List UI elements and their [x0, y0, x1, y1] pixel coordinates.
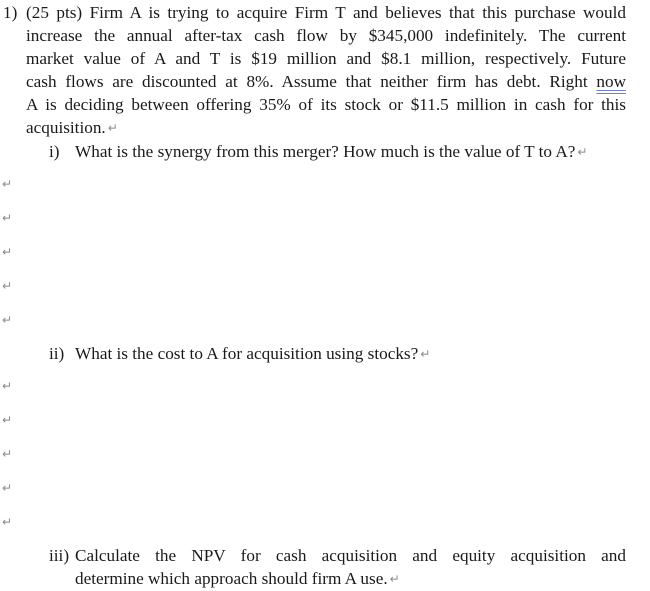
paragraph-mark-icon: ↵: [2, 447, 13, 461]
question-line-4-text: cash flows are discounted at 8%. Assume that neither firm has debt. Right: [26, 72, 588, 91]
sub-question-ii-label: ii): [49, 344, 65, 363]
paragraph-mark-icon: ↵: [2, 379, 13, 393]
paragraph-mark-icon: ↵: [2, 245, 13, 259]
sub-question-i-label: i): [49, 142, 60, 161]
paragraph-mark-icon: ↵: [2, 211, 13, 225]
question-number: 1): [3, 3, 18, 22]
paragraph-mark-icon: ↵: [2, 481, 13, 495]
sub-question-ii-text: What is the cost to A for acquisition using stocks?: [75, 344, 419, 363]
paragraph-mark-icon: ↵: [2, 279, 13, 293]
question-line-6-text: acquisition.: [26, 118, 106, 137]
question-line-2: increase the annual after-tax cash flow by $345,000 indefinitely. The current: [26, 26, 626, 45]
paragraph-mark-icon: ↵: [2, 177, 13, 191]
sub-question-iii-label: iii): [49, 546, 70, 565]
sub-question-i: [49, 140, 587, 164]
question-line-4: [26, 70, 626, 93]
sub-question-ii: [49, 342, 430, 366]
sub-question-iii-line-2: [75, 567, 400, 591]
paragraph-mark-icon: ↵: [577, 145, 588, 159]
paragraph-mark-icon: ↵: [420, 347, 431, 361]
sub-question-iii-line-2-text: determine which approach should firm A use.: [75, 569, 388, 588]
paragraph-mark-icon: ↵: [2, 313, 13, 327]
paragraph-mark-icon: ↵: [107, 121, 118, 135]
sub-question-iii-line-1: Calculate the NPV for cash acquisition and equity acquisition and: [75, 546, 626, 565]
paragraph-mark-icon: ↵: [2, 515, 13, 529]
underlined-word-now: now: [596, 72, 627, 91]
paragraph-mark-icon: ↵: [389, 572, 400, 586]
question-line-3: market value of A and T is $19 million and $8.1 million, respectively. Future: [26, 49, 626, 68]
question-line-1: (25 pts) Firm A is trying to acquire Firm T and believes that this purchase would: [26, 3, 626, 22]
paragraph-mark-icon: ↵: [2, 413, 13, 427]
sub-question-i-text: What is the synergy from this merger? How much is the value of T to A?: [75, 142, 576, 161]
question-line-6: [26, 116, 118, 140]
question-line-5: A is deciding between offering 35% of its stock or $11.5 million in cash for this: [26, 95, 626, 114]
